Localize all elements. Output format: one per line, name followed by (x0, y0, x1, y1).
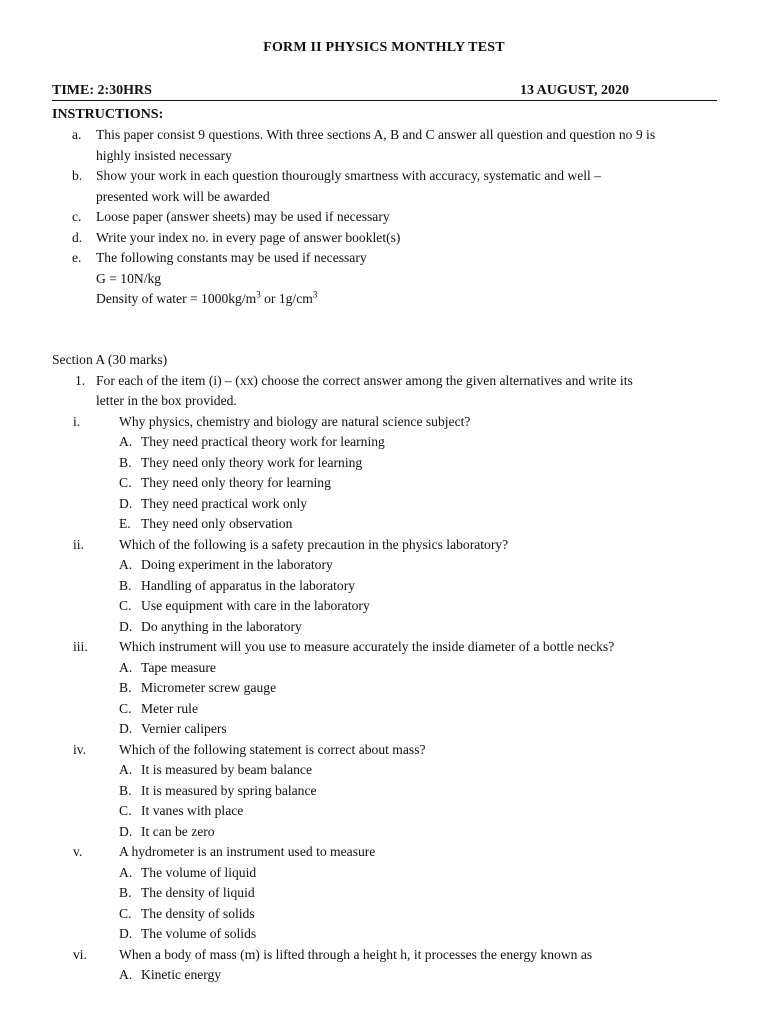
option-letter: E. (119, 516, 131, 531)
section-heading: Section A (30 marks) (52, 352, 168, 367)
density-text-alt: or 1g/cm (260, 291, 313, 306)
option-letter: A. (119, 864, 133, 880)
option-letter: C. (119, 475, 132, 490)
option-text: It vanes with place (141, 803, 244, 818)
option-letter: A. (119, 762, 133, 777)
option-text: They need practical theory work for learning (141, 434, 385, 449)
constant-density (96, 289, 317, 309)
option-text: Tape measure (141, 659, 216, 675)
option-letter: C. (119, 700, 132, 716)
option-text: Micrometer screw gauge (141, 680, 277, 695)
option-letter: A. (119, 434, 133, 449)
option-text: Vernier calipers (141, 721, 227, 736)
option-text: Kinetic energy (141, 967, 222, 982)
item-numeral: iii. (73, 639, 88, 654)
option-text: The density of liquid (141, 885, 255, 900)
item-question: Which of the following is a safety precaution in the physics laboratory? (119, 536, 509, 552)
instruction-text: Write your index no. in every page of answer booklet(s) (96, 229, 401, 245)
question-number: 1. (75, 372, 86, 388)
option-letter: B. (119, 885, 132, 900)
option-letter: B. (119, 782, 132, 798)
page-title: FORM II PHYSICS MONTHLY TEST (263, 40, 505, 55)
option-text: The volume of liquid (141, 864, 257, 880)
instruction-marker: a. (72, 127, 82, 142)
option-text: Handling of apparatus in the laboratory (141, 577, 356, 593)
item-numeral: v. (73, 844, 83, 859)
exam-date: 13 AUGUST, 2020 (519, 83, 629, 98)
instruction-text: Loose paper (answer sheets) may be used if necessary (96, 209, 390, 224)
density-exponent: 3 (256, 289, 261, 300)
instruction-marker: c. (72, 209, 82, 224)
option-letter: D. (119, 721, 133, 736)
option-text: The density of solids (141, 905, 255, 921)
density-exponent-alt: 3 (312, 289, 318, 300)
item-question: When a body of mass (m) is lifted through a height h, it processes the energy known as (119, 946, 593, 962)
option-letter: A. (119, 557, 133, 572)
option-letter: B. (119, 577, 132, 593)
instruction-text: The following constants may be used if necessary (96, 250, 367, 265)
option-text: It is measured by beam balance (141, 762, 312, 777)
option-letter: C. (119, 905, 132, 921)
item-numeral: iv. (73, 741, 87, 757)
option-letter: D. (119, 926, 133, 941)
option-letter: A. (119, 659, 133, 675)
option-text: They need only theory work for learning (141, 454, 363, 470)
instruction-marker: e. (72, 250, 82, 265)
density-text: Density of water = 1000kg/m (96, 291, 257, 306)
option-text: It is measured by spring balance (141, 782, 317, 798)
item-numeral: vi. (73, 946, 87, 962)
option-text: Do anything in the laboratory (141, 618, 302, 634)
question-instruction: For each of the item (i) – (xx) choose the correct answer among the given alternatives and write its (96, 372, 633, 388)
option-text: Doing experiment in the laboratory (141, 557, 333, 572)
question-instruction: letter in the box provided. (96, 393, 237, 408)
option-letter: A. (119, 967, 133, 982)
option-text: They need only theory for learning (141, 475, 331, 490)
exam-time: TIME: 2:30HRS (52, 83, 152, 98)
item-question: A hydrometer is an instrument used to measure (119, 844, 376, 859)
option-text: The volume of solids (141, 926, 257, 941)
option-letter: D. (119, 823, 133, 839)
instruction-marker: b. (72, 168, 83, 183)
option-letter: D. (119, 495, 133, 511)
option-text: Use equipment with care in the laboratory (141, 598, 370, 613)
option-letter: C. (119, 598, 132, 613)
option-letter: B. (119, 680, 132, 695)
instruction-text: Show your work in each question thourougly smartness with accuracy, systematic and well – (96, 168, 601, 183)
option-text: They need practical work only (141, 495, 308, 511)
instruction-marker: d. (72, 229, 83, 245)
instruction-text: highly insisted necessary (96, 147, 232, 163)
option-letter: C. (119, 803, 132, 818)
constant-gravity: G = 10N/kg (96, 270, 162, 286)
option-text: It can be zero (141, 823, 215, 839)
instruction-text: presented work will be awarded (96, 188, 270, 204)
item-question: Why physics, chemistry and biology are natural science subject? (119, 413, 471, 429)
option-text: Meter rule (141, 700, 198, 716)
option-letter: D. (119, 618, 133, 634)
time-date-row (52, 83, 717, 101)
instructions-heading: INSTRUCTIONS: (52, 107, 164, 122)
option-letter: B. (119, 454, 132, 470)
item-question: Which instrument will you use to measure accurately the inside diameter of a bottle necks? (119, 639, 615, 654)
option-text: They need only observation (141, 516, 293, 531)
item-question: Which of the following statement is correct about mass? (119, 741, 426, 757)
instruction-text: This paper consist 9 questions. With three sections A, B and C answer all question and question no 9 is (96, 127, 656, 142)
item-numeral: i. (73, 413, 81, 429)
item-numeral: ii. (73, 536, 84, 552)
